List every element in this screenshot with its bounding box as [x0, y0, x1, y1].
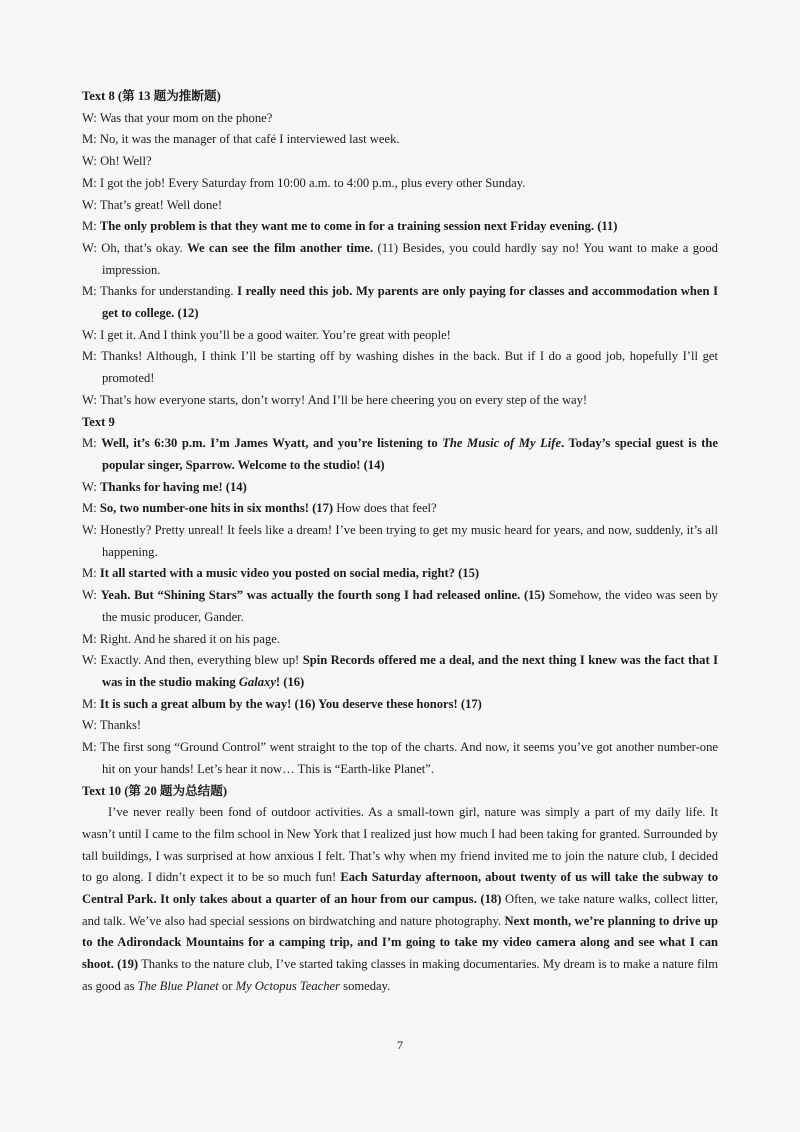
text-run: Thanks to the nature club, I’ve started taking classes in making documentaries. My dream is to make a nature film as good as: [82, 957, 718, 993]
text-run: M:: [82, 436, 102, 451]
page-number: 7: [397, 1038, 403, 1052]
text-run: How does that feel?: [333, 501, 437, 516]
text-run: W:: [82, 479, 101, 494]
text-run: . Today’s special guest is the popular singer, Sparrow. Welcome to the studio! (14): [102, 436, 718, 472]
dialogue-turn: [82, 650, 718, 693]
text-run: So, two number-one hits in six months! (17): [99, 501, 334, 516]
text-run: M:: [82, 501, 100, 516]
text-run: The only problem is that they want me to come in for a training session next Friday evening. (11): [99, 219, 618, 234]
text-run: M:: [82, 219, 100, 234]
text-run: M:: [82, 696, 100, 711]
text-run: ! (16): [275, 674, 305, 689]
dialogue-turn: [82, 108, 718, 130]
dialogue-turn: [82, 325, 718, 347]
dialogue-turn: [82, 715, 718, 737]
text-run: Galaxy: [238, 674, 276, 689]
text-run: W: I get it. And I think you’ll be a good waiter. You’re great with people!: [82, 327, 451, 342]
dialogue-turn: [82, 390, 718, 412]
text-run: The Music of My Life: [442, 436, 562, 451]
text-run: Spin Records offered me a deal, and the next thing I knew was the fact that I was in the studio making: [102, 653, 719, 689]
text-run: W: That’s great! Well done!: [82, 197, 223, 212]
dialogue-turn: [82, 498, 718, 520]
text-run: I really need this job. My parents are only paying for classes and accommodation when I get to college. (12): [102, 284, 719, 321]
text-run: Next month, we’re planning to drive up to the Adirondack Mountains for a camping trip, and I’m going to take my video camera along and see what I can shoot. (19): [82, 913, 718, 972]
text-run: Thanks for having me! (14): [100, 479, 247, 494]
dialogue-turn: [82, 585, 718, 628]
dialogue-turn: [82, 433, 718, 476]
text-run: M: Thanks! Although, I think I’ll be starting off by washing dishes in the back. But if I do a good job, hopefully I’ll get promoted!: [82, 349, 718, 386]
dialogue-turn: [82, 737, 718, 780]
text-run: W: Thanks!: [82, 718, 142, 733]
text-run: Often, we take nature walks, collect litter, and talk. We’ve also had special sessions on birdwatching and nature photography.: [82, 892, 718, 928]
text-run: W: Oh, that’s okay.: [82, 240, 188, 255]
text-run: W: Oh! Well?: [82, 154, 152, 169]
monologue-text-10: [82, 802, 718, 997]
text-run: Well, it’s 6:30 p.m. I’m James Wyatt, and you’re listening to: [101, 436, 443, 451]
text-run: M: The first song “Ground Control” went straight to the top of the charts. And now, it seems you’ve got another number-one hit on your hands! Let’s hear it now… This is “Earth-like Planet”.: [82, 740, 718, 776]
text-run: M:: [82, 566, 100, 581]
section-heading-text-8: Text 8 (第 13 题为推断题): [82, 89, 221, 103]
text-run: someday.: [340, 978, 391, 993]
text-run: W: Honestly? Pretty unreal! It feels like a dream! I’ve been trying to get my music heard for years, and now, suddenly, it’s all happening.: [82, 523, 718, 559]
text-run: The Blue Planet: [137, 978, 219, 993]
text-run: W: Was that your mom on the phone?: [82, 110, 273, 125]
text-run: M: I got the job! Every Saturday from 10:00 a.m. to 4:00 p.m., plus every other Sunday.: [82, 175, 526, 190]
dialogue-turn: [82, 151, 718, 173]
dialogue-turn: [82, 173, 718, 195]
dialogue-turn: [82, 629, 718, 651]
dialogue-turn: [82, 238, 718, 281]
dialogue-turn: [82, 694, 718, 716]
text-run: Somehow, the video was seen by the music producer, Gander.: [102, 588, 718, 624]
dialogue-turn: [82, 520, 718, 563]
text-run: Yeah. But “Shining Stars” was actually the fourth song I had released online. (15): [100, 588, 545, 603]
dialogue-turn: [82, 477, 718, 499]
text-run: My Octopus Teacher: [235, 978, 341, 993]
section-heading-text-10: Text 10 (第 20 题为总结题): [82, 783, 228, 798]
section-heading-text-9: Text 9: [82, 414, 115, 429]
text-run: We can see the film another time.: [187, 240, 374, 255]
text-run: M: Right. And he shared it on his page.: [82, 631, 280, 646]
dialogue-turn: [82, 281, 718, 324]
dialogue-turn: [82, 129, 718, 151]
dialogue-turn: [82, 563, 718, 585]
dialogue-turn: [82, 346, 718, 389]
text-run: Each Saturday afternoon, about twenty of us will take the subway to Central Park. It only takes about a quarter of an hour from our campus. (18): [82, 870, 718, 907]
text-run: It all started with a music video you posted on social media, right? (15): [99, 566, 480, 581]
text-run: W: That’s how everyone starts, don’t worry! And I’ll be here cheering you on every step of the way!: [82, 392, 588, 407]
text-run: W:: [82, 588, 101, 603]
dialogue-text-8: [82, 108, 718, 412]
text-run: It is such a great album by the way! (16) You deserve these honors! (17): [99, 696, 482, 711]
transcript-body: [82, 86, 718, 998]
text-run: (11) Besides, you could hardly say no! You want to make a good impression.: [102, 240, 718, 277]
text-run: W: Exactly. And then, everything blew up!: [82, 653, 303, 668]
dialogue-text-9: [82, 433, 718, 780]
dialogue-turn: [82, 195, 718, 217]
text-run: I’ve never really been fond of outdoor activities. As a small-town girl, nature was simply a part of my daily life. It wasn’t until I came to the film school in New York that I realized just how much I had been taking for granted. Surrounded by tall buildings, I was surprised at how anxious I felt. That’s why when my friend invited me to join the nature club, I decided to go along. I didn’t expect it to be so much fun!: [82, 805, 718, 885]
text-run: or: [218, 978, 236, 993]
text-run: M: No, it was the manager of that café I interviewed last week.: [82, 132, 400, 147]
text-run: M: Thanks for understanding.: [82, 284, 238, 299]
dialogue-turn: [82, 216, 718, 238]
